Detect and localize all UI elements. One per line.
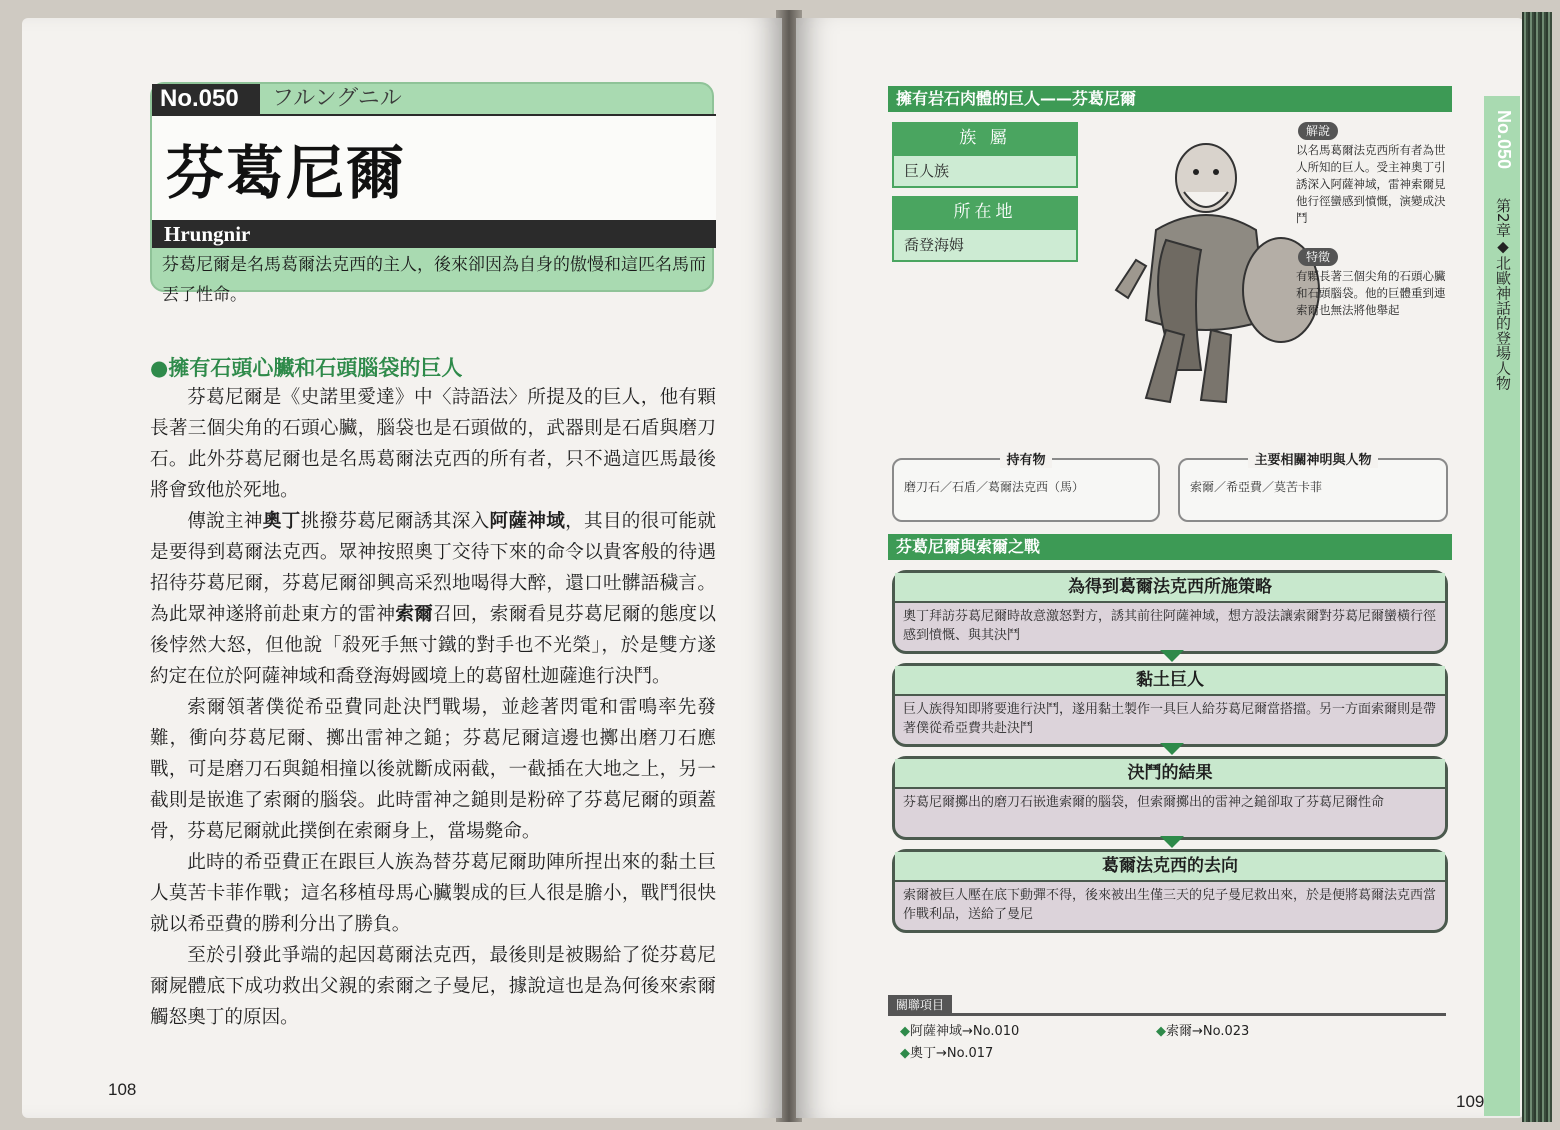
- note-feature-tag: 特徵: [1298, 248, 1338, 266]
- bullet-icon: ●: [150, 356, 169, 380]
- text-run: ，其目的很可能就是要得到葛爾法克西。眾神按照奧丁交待下來的命令以貴客般的待遇招待芬葛尼爾，芬葛尼爾卻興高采烈地喝得大醉，還口吐髒語穢言。為此眾神遂將前赴東方的雷神: [150, 511, 716, 625]
- keyword-asgard: 阿薩神域: [489, 511, 566, 532]
- body-text: [150, 382, 716, 1033]
- diamond-icon: ◆: [900, 1024, 910, 1039]
- flow-step-title: 為得到葛爾法克西所施策略: [895, 573, 1445, 603]
- ref-number: No.023: [1202, 1024, 1250, 1039]
- related-gods-box: [1178, 453, 1448, 522]
- paragraph: 索爾領著僕從希亞費同赴決鬥戰場，並趁著閃電和雷鳴率先發難，衝向芬葛尼爾、擲出雷神之鎚；芬葛尼爾這邊也擲出磨刀石應戰，可是磨刀石與鎚相撞以後就斷成兩截，一截插在大地之上，另一截則是嵌進了索爾的腦袋。此時雷神之鎚則是粉碎了芬葛尼爾的頭蓋骨，芬葛尼爾就此撲倒在索爾身上，當場斃命。: [150, 697, 716, 842]
- ref-thor: ◆索爾→No.023: [1156, 1024, 1250, 1039]
- section-heading: [150, 352, 462, 382]
- left-page: [22, 18, 782, 1118]
- possessions-box: [892, 453, 1160, 522]
- flow-step: [892, 570, 1448, 654]
- paragraph: 芬葛尼爾是《史諾里愛達》中〈詩語法〉所提及的巨人，他有顆長著三個尖角的石頭心臟，腦袋也是石頭做的，武器則是石盾與磨刀石。此外芬葛尼爾也是名馬葛爾法克西的所有者，只不過這匹馬最後將會致他於死地。: [150, 387, 716, 501]
- english-name: Hrungnir: [152, 220, 716, 248]
- note-explanation-tag: 解說: [1298, 122, 1338, 140]
- title-area: [152, 114, 716, 220]
- ref-odin: ◆奧丁→No.017: [900, 1046, 994, 1061]
- hrungnir-illustration: [1106, 130, 1326, 420]
- flow-step-text: 奧丁拜訪芬葛尼爾時故意激怒對方，誘其前往阿薩神域，想方設法讓索爾對芬葛尼爾蠻橫行徑感到憤慨、與其決鬥: [903, 609, 1437, 643]
- flow-step-text: 索爾被巨人壓在底下動彈不得，後來被出生僅三天的兒子曼尼救出來，於是便將葛爾法克西當作戰利品，送給了曼尼: [903, 888, 1437, 922]
- location-box: [892, 196, 1078, 262]
- flow-step-title: 決鬥的結果: [895, 759, 1445, 789]
- entry-title: 芬葛尼爾: [166, 139, 407, 207]
- text-run: 挑撥芬葛尼爾誘其深入: [300, 511, 490, 532]
- paragraph: [150, 506, 716, 692]
- page-number-right: 109: [1456, 1092, 1485, 1111]
- flow-step: [892, 756, 1448, 840]
- location-label: 所在地: [892, 196, 1078, 228]
- arrow-down-icon: [1160, 650, 1184, 662]
- section-bar-profile: 擁有岩石肉體的巨人——芬葛尼爾: [888, 86, 1452, 112]
- note-explanation-text: 以名馬葛爾法克西所有者為世人所知的巨人。受主神奧丁引誘深入阿薩神域，雷神索爾見他行徑蠻感到憤慨，演變成決鬥: [1296, 143, 1446, 225]
- paragraph: 至於引發此爭端的起因葛爾法克西，最後則是被賜給了從芬葛尼爾屍體底下成功救出父親的索爾之子曼尼，據說這也是為何後來索爾觸怒奧丁的原因。: [150, 945, 716, 1028]
- side-chapter-title: 第2章◆北歐神話的登場人物: [1494, 198, 1512, 391]
- side-entry-number: No.050: [1494, 110, 1514, 170]
- japanese-name: フルングニル: [272, 86, 402, 111]
- page-edge-strip: [1522, 12, 1552, 1122]
- possessions-label: 持有物: [1000, 453, 1051, 468]
- flow-step-title: 葛爾法克西的去向: [895, 852, 1445, 882]
- flow-step-text: 芬葛尼爾擲出的磨刀石嵌進索爾的腦袋，但索爾擲出的雷神之鎚卻取了芬葛尼爾性命: [903, 795, 1385, 810]
- ref-number: No.010: [972, 1024, 1020, 1039]
- paragraph: 此時的希亞費正在跟巨人族為替芬葛尼爾助陣所捏出來的黏土巨人莫苦卡菲作戰；這名移植母馬心臟製成的巨人很是膽小，戰鬥很快就以希亞費的勝利分出了勝負。: [150, 852, 716, 935]
- entry-header: [150, 82, 714, 305]
- diamond-icon: ◆: [1156, 1024, 1166, 1039]
- location-value: 喬登海姆: [892, 228, 1078, 262]
- related-gods-label: 主要相關神明與人物: [1248, 453, 1377, 468]
- keyword-odin: 奧丁: [262, 511, 301, 532]
- diamond-icon: ◆: [900, 1046, 910, 1061]
- race-label: 族 屬: [892, 122, 1078, 154]
- flow-step: [892, 849, 1448, 933]
- related-gods-value: 索爾／希亞費／莫苦卡菲: [1190, 480, 1323, 494]
- note-feature-text: 有顆長著三個尖角的石頭心臟和石頭腦袋。他的巨體重到連索爾也無法將他舉起: [1296, 269, 1446, 317]
- ref-name: 索爾: [1166, 1024, 1193, 1039]
- page-number-left: 108: [108, 1080, 137, 1099]
- section-bar-battle: 芬葛尼爾與索爾之戰: [888, 534, 1452, 560]
- ref-asgard: ◆阿薩神域→No.010: [900, 1024, 1020, 1039]
- arrow-down-icon: [1160, 743, 1184, 755]
- flow-step-text: 巨人族得知即將要進行決鬥，遂用黏土製作一具巨人給芬葛尼爾當搭擋。另一方面索爾則是帶著僕從希亞費共赴決鬥: [903, 702, 1437, 736]
- keyword-thor: 索爾: [395, 604, 434, 625]
- entry-number: No.050: [152, 84, 260, 114]
- related-items-label: 關聯項目: [888, 995, 952, 1015]
- text-run: 傳說主神: [187, 511, 263, 532]
- flow-step-title: 黏土巨人: [895, 666, 1445, 696]
- arrow-down-icon: [1160, 836, 1184, 848]
- ref-number: No.017: [946, 1046, 994, 1061]
- ref-name: 阿薩神域: [910, 1024, 963, 1039]
- possessions-value: 磨刀石／石盾／葛爾法克西（馬）: [904, 480, 1085, 494]
- section-heading-text: 擁有石頭心臟和石頭腦袋的巨人: [168, 356, 463, 380]
- related-items-header: [888, 994, 1446, 1016]
- right-page: [796, 18, 1524, 1118]
- text-run: 召回，索爾看見芬葛尼爾的態度以後悖然大怒，但他說「殺死手無寸鐵的對手也不光榮」，於是雙方遂約定在位於阿薩神域和喬登海姆國境上的葛留杜迦薩進行決鬥。: [150, 604, 716, 687]
- race-box: [892, 122, 1078, 188]
- ref-name: 奧丁: [910, 1046, 937, 1061]
- race-value: 巨人族: [892, 154, 1078, 188]
- entry-summary: 芬葛尼爾是名馬葛爾法克西的主人，後來卻因為自身的傲慢和這匹名馬而丟了性命。: [162, 255, 706, 305]
- flow-step: [892, 663, 1448, 747]
